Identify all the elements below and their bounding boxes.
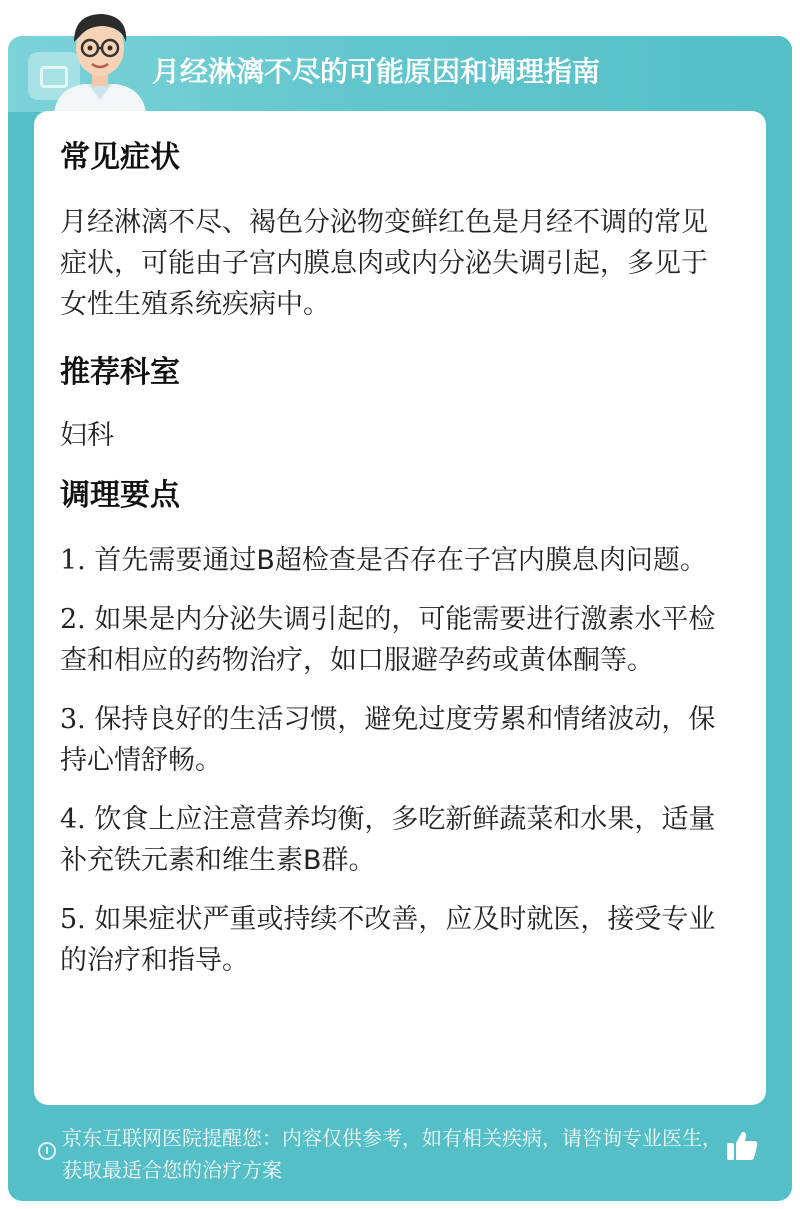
list-item-number: 5.: [60, 904, 86, 935]
list-item-number: 3.: [60, 704, 86, 735]
symptoms-title: 常见症状: [60, 140, 180, 175]
department-body: 妇科: [60, 420, 114, 451]
care-title: 调理要点: [60, 478, 180, 513]
list-item: [60, 540, 730, 581]
list-item: [60, 599, 730, 681]
list-item: [60, 799, 730, 881]
list-item-text: 首先需要通过B超检查是否存在子宫内膜息肉问题。: [94, 545, 707, 576]
department-title: 推荐科室: [60, 355, 180, 390]
list-item-number: 2.: [60, 604, 86, 635]
info-icon: [38, 1142, 56, 1160]
thumbs-up-icon[interactable]: [724, 1128, 760, 1164]
symptoms-body: 月经淋漓不尽、褐色分泌物变鲜红色是月经不调的常见症状，可能由子宫内膜息肉或内分泌失调引起，多见于女性生殖系统疾病中。: [60, 207, 708, 320]
doctor-avatar-icon: [44, 0, 156, 112]
list-item-number: 1.: [60, 545, 86, 576]
list-item-number: 4.: [60, 804, 86, 835]
list-item-text: 如果症状严重或持续不改善，应及时就医，接受专业的治疗和指导。: [60, 904, 716, 976]
footer-notice: 京东互联网医院提醒您：内容仅供参考，如有相关疾病，请咨询专业医生，获取最适合您的治疗方案: [62, 1126, 722, 1182]
list-item-text: 饮食上应注意营养均衡，多吃新鲜蔬菜和水果，适量补充铁元素和维生素B群。: [60, 804, 716, 876]
list-item-text: 保持良好的生活习惯，避免过度劳累和情绪波动，保持心情舒畅。: [60, 704, 716, 776]
content-area: [60, 132, 730, 999]
list-item: [60, 899, 730, 981]
list-item-text: 如果是内分泌失调引起的，可能需要进行激素水平检查和相应的药物治疗，如口服避孕药或黄体酮等。: [60, 604, 716, 676]
list-item: [60, 699, 730, 781]
page-title: 月经淋漓不尽的可能原因和调理指南: [152, 55, 601, 88]
care-list: [60, 540, 730, 981]
